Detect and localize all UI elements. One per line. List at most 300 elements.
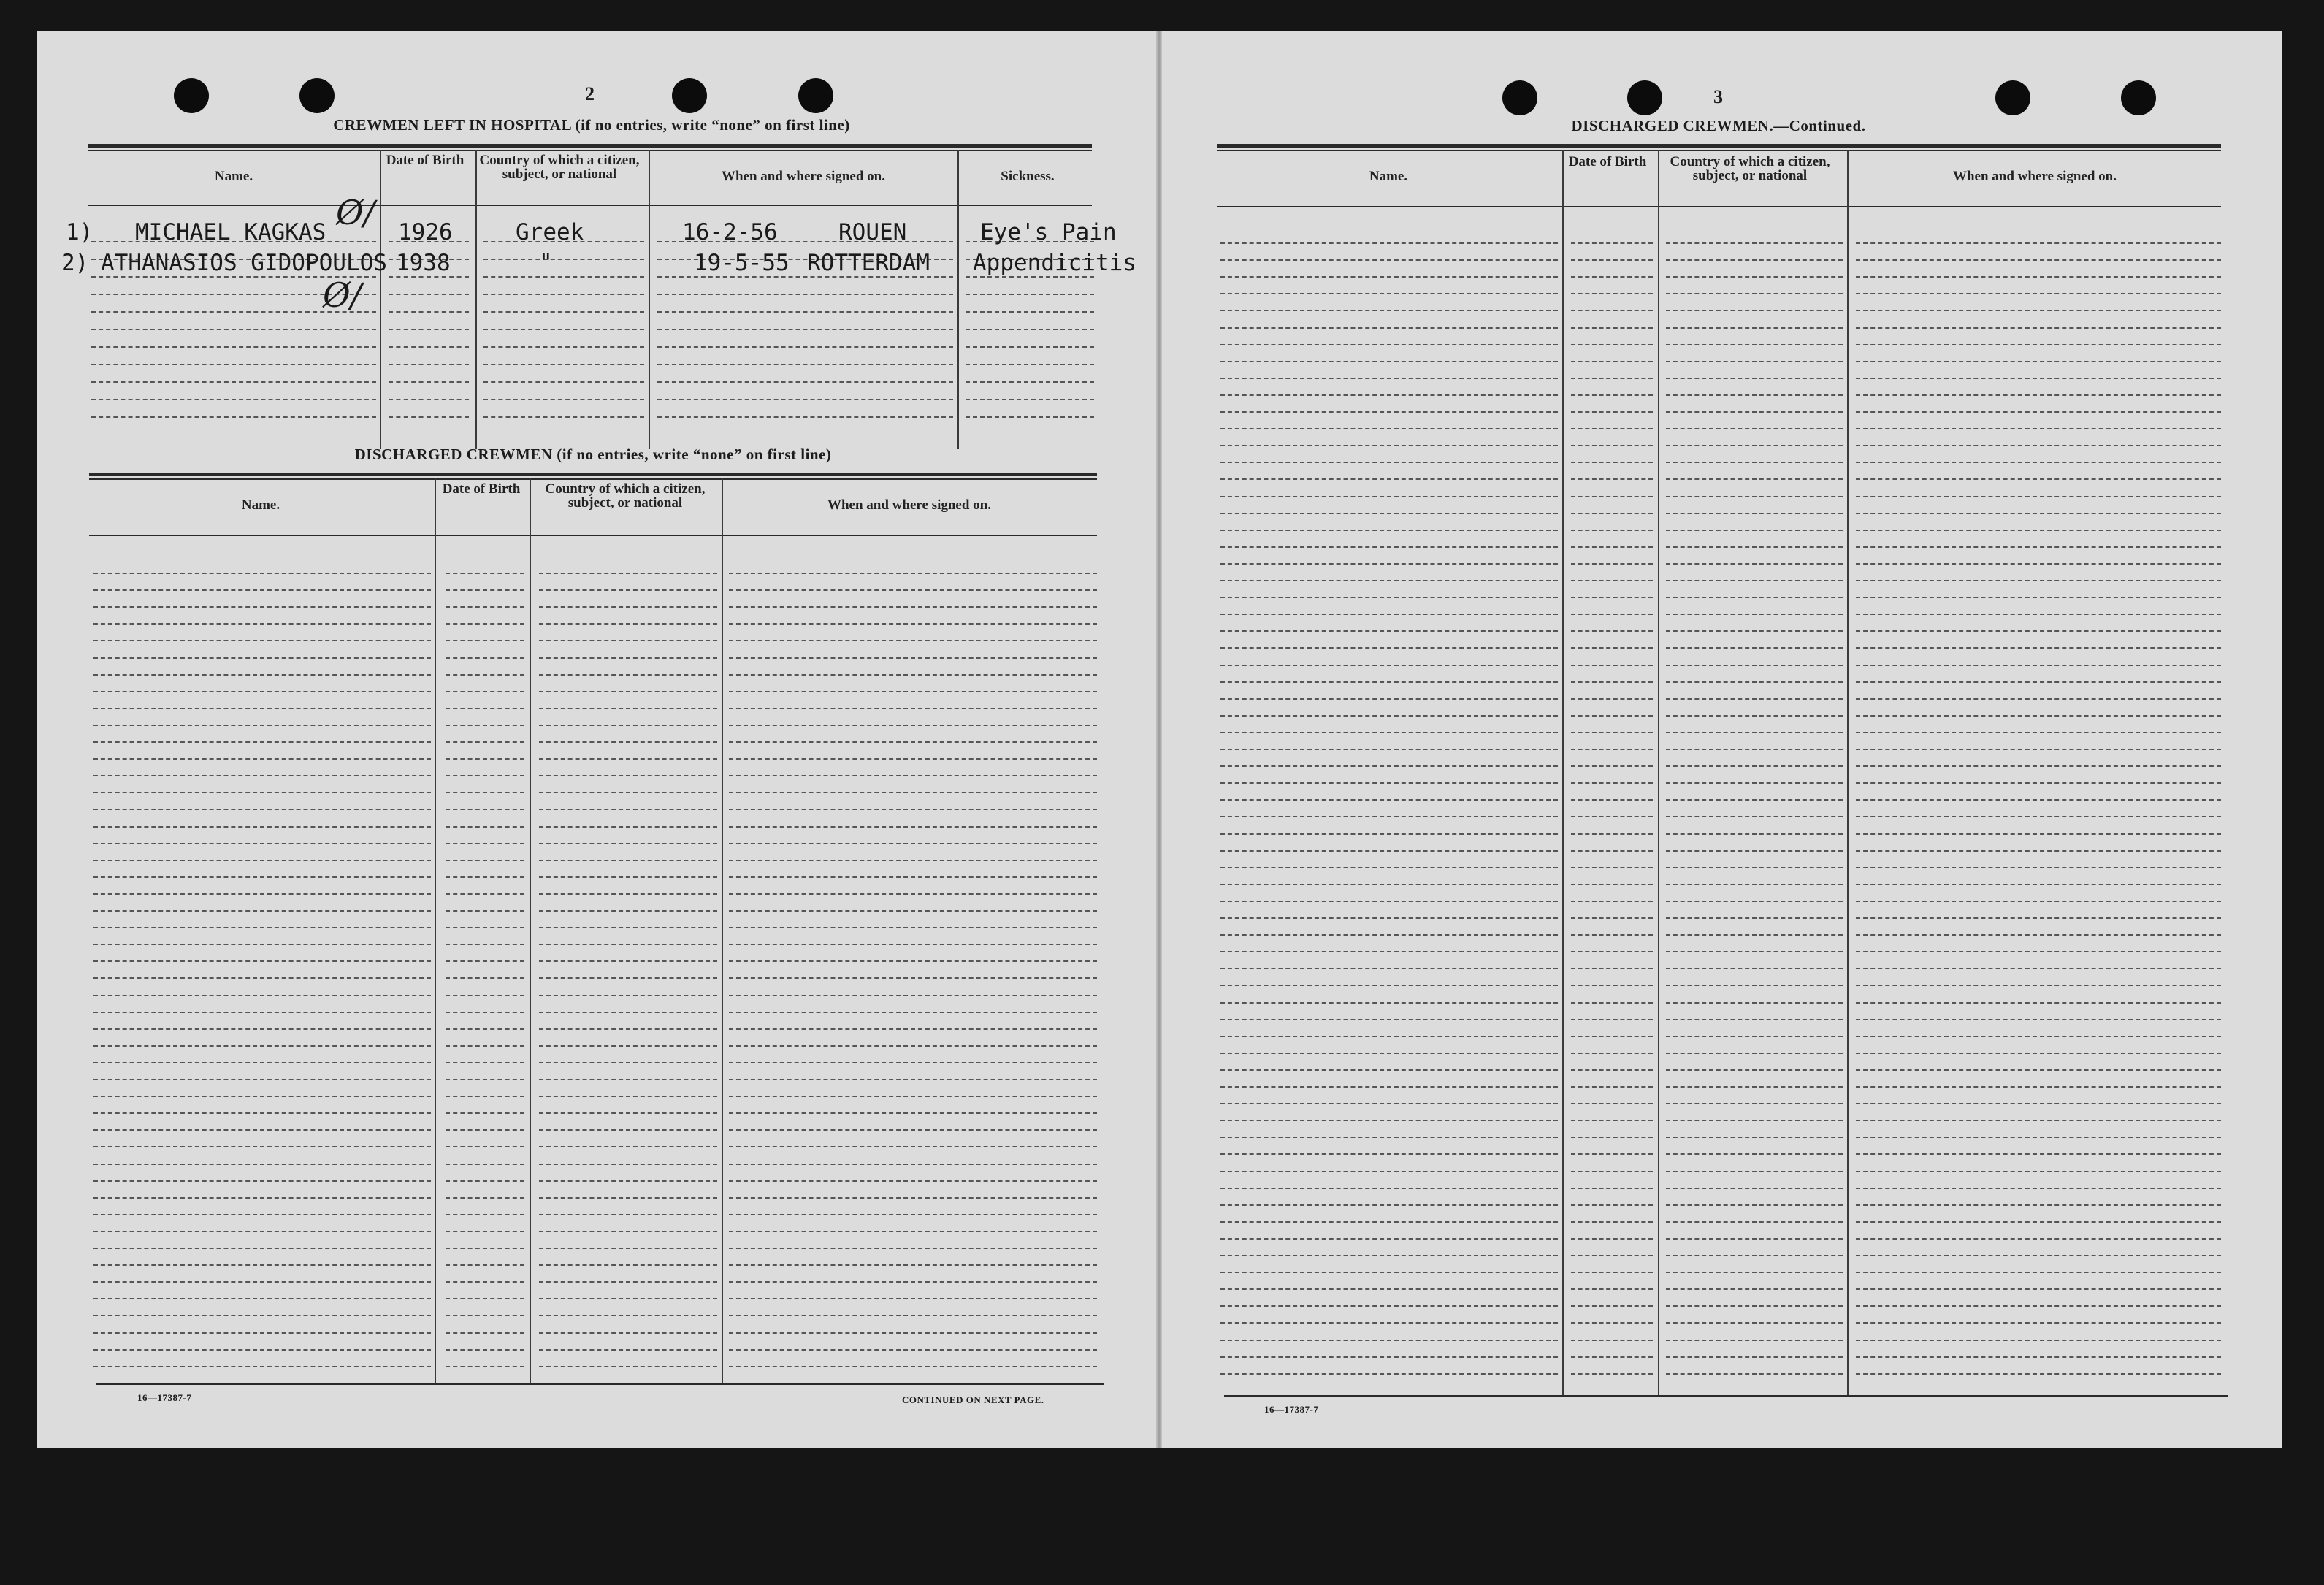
ruled-line xyxy=(1856,1356,2221,1358)
ruled-line xyxy=(1856,1137,2221,1138)
ruled-line xyxy=(1571,394,1653,396)
header-country: Country of which a citizen, subject, or national xyxy=(479,153,640,182)
column-divider xyxy=(380,150,381,449)
ruled-line xyxy=(729,960,1097,962)
ruled-line xyxy=(1571,934,1653,936)
ruled-line xyxy=(446,1264,524,1266)
ruled-line xyxy=(966,416,1094,418)
ruled-line xyxy=(446,708,524,709)
ruled-line xyxy=(729,1129,1097,1131)
header-rule xyxy=(1217,206,2221,207)
ruled-line xyxy=(93,910,431,912)
ruled-line xyxy=(729,1197,1097,1199)
ruled-line xyxy=(483,346,644,348)
ruled-line xyxy=(729,910,1097,912)
ruled-line xyxy=(539,1281,717,1283)
ruled-line xyxy=(446,910,524,912)
ruled-line xyxy=(1220,310,1558,311)
ruled-line xyxy=(729,657,1097,659)
ruled-line xyxy=(1220,1305,1558,1307)
ruled-line xyxy=(1220,478,1558,480)
ruled-line xyxy=(1220,715,1558,717)
ruled-line xyxy=(1856,614,2221,615)
ruled-line xyxy=(539,944,717,945)
ruled-line xyxy=(1856,563,2221,565)
ruled-line xyxy=(1856,765,2221,767)
ruled-line xyxy=(657,294,953,295)
ruled-line xyxy=(1571,1153,1653,1155)
ruled-line xyxy=(1856,850,2221,852)
ruled-line xyxy=(1666,546,1843,548)
ruled-line xyxy=(446,1164,524,1165)
ruled-line xyxy=(966,346,1094,348)
punch-hole xyxy=(174,78,209,113)
handwritten-mark: Ø/ xyxy=(336,193,375,232)
ruled-line xyxy=(1220,1036,1558,1037)
ruled-line xyxy=(93,657,431,659)
ruled-line xyxy=(539,1264,717,1266)
ruled-line xyxy=(1856,1373,2221,1375)
ruled-line xyxy=(446,741,524,743)
ruled-line xyxy=(1220,665,1558,666)
ruled-line xyxy=(389,311,469,313)
sickness: Eye's Pain xyxy=(980,219,1117,245)
ruled-line xyxy=(729,944,1097,945)
ruled-line xyxy=(1220,428,1558,429)
ruled-line xyxy=(1856,715,2221,717)
ruled-line xyxy=(93,1214,431,1215)
ruled-line xyxy=(539,1079,717,1080)
ruled-line xyxy=(483,311,644,313)
ruled-line xyxy=(1856,394,2221,396)
ruled-line xyxy=(1856,310,2221,311)
column-divider xyxy=(957,150,959,449)
ruled-line xyxy=(729,792,1097,793)
ruled-line xyxy=(1220,1272,1558,1273)
ruled-line xyxy=(1220,259,1558,261)
ruled-line xyxy=(539,708,717,709)
ruled-line xyxy=(729,1248,1097,1249)
ruled-line xyxy=(93,995,431,996)
ruled-line xyxy=(1856,749,2221,750)
header-country: Country of which a citizen, subject, or national xyxy=(545,481,706,511)
ruled-line xyxy=(1666,749,1843,750)
ruled-line xyxy=(1666,394,1843,396)
header-rule xyxy=(89,535,1097,536)
ruled-line xyxy=(1856,647,2221,649)
ruled-line xyxy=(1220,1204,1558,1206)
ruled-line xyxy=(1571,1002,1653,1004)
ruled-line xyxy=(483,294,644,295)
ruled-line xyxy=(729,1096,1097,1097)
ruled-line xyxy=(446,623,524,625)
ruled-line xyxy=(729,1180,1097,1182)
ruled-line xyxy=(1571,513,1653,514)
ruled-line xyxy=(1571,1053,1653,1054)
ruled-line xyxy=(1571,681,1653,683)
ruled-line xyxy=(1220,782,1558,784)
ruled-line xyxy=(93,843,431,844)
ruled-line xyxy=(1856,630,2221,632)
header-dob: Date of Birth xyxy=(386,153,465,168)
ruled-line xyxy=(483,416,644,418)
crewman-name: MICHAEL KAGKAS xyxy=(135,219,326,245)
ruled-line xyxy=(483,381,644,383)
table-top-rule xyxy=(1217,150,2221,151)
sickness: Appendicitis xyxy=(973,250,1136,276)
ruled-line xyxy=(446,977,524,979)
ruled-line xyxy=(729,977,1097,979)
ruled-line xyxy=(1571,411,1653,413)
ruled-line xyxy=(93,708,431,709)
ruled-line xyxy=(1666,478,1843,480)
ruled-line xyxy=(1856,1288,2221,1290)
form-number: 16—17387-7 xyxy=(137,1392,192,1403)
ruled-line xyxy=(1220,1171,1558,1172)
ruled-line xyxy=(1220,647,1558,649)
ruled-line xyxy=(1220,378,1558,379)
ruled-line xyxy=(729,1062,1097,1063)
left-page xyxy=(37,31,1156,1448)
ruled-line xyxy=(483,399,644,400)
ruled-line xyxy=(446,674,524,676)
ruled-line xyxy=(1856,951,2221,952)
ruled-line xyxy=(1666,445,1843,446)
crewman-dob: 1938 xyxy=(396,250,451,276)
ruled-line xyxy=(1666,799,1843,801)
ruled-line xyxy=(539,775,717,776)
ruled-line xyxy=(1856,1069,2221,1071)
header-signed: When and where signed on. xyxy=(721,169,885,184)
ruled-line xyxy=(1856,513,2221,514)
ruled-line xyxy=(539,623,717,625)
ruled-line xyxy=(729,1332,1097,1334)
ruled-line xyxy=(446,792,524,793)
ruled-line xyxy=(446,725,524,726)
ruled-line xyxy=(729,606,1097,608)
ruled-line xyxy=(1856,782,2221,784)
ruled-line xyxy=(1571,1137,1653,1138)
ruled-line xyxy=(1856,1120,2221,1121)
ruled-line xyxy=(1666,580,1843,581)
ruled-line xyxy=(1571,361,1653,362)
ruled-line xyxy=(389,346,469,348)
ruled-line xyxy=(1220,1288,1558,1290)
ruled-line xyxy=(1666,630,1843,632)
ruled-line xyxy=(1571,833,1653,835)
ruled-line xyxy=(657,346,953,348)
ruled-line xyxy=(1856,732,2221,733)
ruled-line xyxy=(1856,411,2221,413)
ruled-line xyxy=(729,1349,1097,1351)
ruled-line xyxy=(1856,1036,2221,1037)
ruled-line xyxy=(1666,378,1843,379)
ruled-line xyxy=(729,995,1097,996)
ruled-line xyxy=(729,1028,1097,1030)
ruled-line xyxy=(1571,1373,1653,1375)
ruled-line xyxy=(1571,530,1653,531)
ruled-line xyxy=(446,893,524,895)
column-divider xyxy=(475,150,477,449)
ruled-line xyxy=(1220,884,1558,885)
ruled-line xyxy=(93,691,431,692)
ruled-line xyxy=(1666,884,1843,885)
ruled-line xyxy=(1666,850,1843,852)
ruled-line xyxy=(1220,1019,1558,1020)
form-number: 16—17387-7 xyxy=(1264,1404,1319,1415)
ruled-line xyxy=(91,399,376,400)
ruled-line xyxy=(93,1045,431,1047)
ruled-line xyxy=(446,809,524,810)
ruled-line xyxy=(539,1214,717,1215)
ruled-line xyxy=(93,1079,431,1080)
page-number: 3 xyxy=(1713,86,1724,107)
ruled-line xyxy=(93,1349,431,1351)
ruled-line xyxy=(446,860,524,861)
ruled-line xyxy=(1220,799,1558,801)
header-signed: When and where signed on. xyxy=(827,497,991,513)
ruled-line xyxy=(1666,1036,1843,1037)
ruled-line xyxy=(729,876,1097,878)
ruled-line xyxy=(1856,1019,2221,1020)
ruled-line xyxy=(729,1315,1097,1316)
ruled-line xyxy=(446,1146,524,1147)
table-top-rule xyxy=(89,478,1097,480)
ruled-line xyxy=(1571,1255,1653,1256)
column-divider xyxy=(649,150,650,449)
ruled-line xyxy=(539,1129,717,1131)
ruled-line xyxy=(93,1231,431,1232)
ruled-line xyxy=(1856,1238,2221,1240)
ruled-line xyxy=(91,346,376,348)
ruled-line xyxy=(1571,1340,1653,1341)
ruled-line xyxy=(1571,630,1653,632)
ruled-line xyxy=(93,944,431,945)
ruled-line xyxy=(1856,327,2221,329)
ruled-line xyxy=(729,691,1097,692)
ruled-line xyxy=(1571,1272,1653,1273)
ruled-line xyxy=(446,1129,524,1131)
ruled-line xyxy=(1666,310,1843,311)
ruled-line xyxy=(1856,867,2221,868)
ruled-line xyxy=(1571,327,1653,329)
ruled-line xyxy=(539,1045,717,1047)
ruled-line xyxy=(1666,681,1843,683)
ruled-line xyxy=(1220,934,1558,936)
ruled-line xyxy=(1220,1322,1558,1324)
ruled-line xyxy=(1666,698,1843,700)
ruled-line xyxy=(1666,344,1843,345)
ruled-line xyxy=(446,589,524,591)
hospital-section-title: CREWMEN LEFT IN HOSPITAL (if no entries, write “none” on first line) xyxy=(333,116,850,134)
ruled-line xyxy=(539,1315,717,1316)
ruled-line xyxy=(446,1012,524,1013)
ruled-line xyxy=(1220,597,1558,598)
ruled-line xyxy=(729,1281,1097,1283)
ruled-line xyxy=(966,381,1094,383)
ruled-line xyxy=(1666,1340,1843,1341)
ruled-line xyxy=(1666,1086,1843,1088)
ruled-line xyxy=(1856,462,2221,463)
ruled-line xyxy=(539,977,717,979)
ruled-line xyxy=(657,416,953,418)
ruled-line xyxy=(446,960,524,962)
ruled-line xyxy=(657,399,953,400)
ruled-line xyxy=(483,259,644,260)
ruled-line xyxy=(729,640,1097,641)
ruled-line xyxy=(1220,1356,1558,1358)
ruled-line xyxy=(1856,276,2221,278)
ruled-line xyxy=(1666,1221,1843,1223)
crewman-name: ATHANASIOS GIDOPOULOS xyxy=(101,250,387,276)
ruled-line xyxy=(1856,580,2221,581)
ruled-line xyxy=(1666,1255,1843,1256)
discharged-section-title: DISCHARGED CREWMEN (if no entries, write “none” on first line) xyxy=(354,446,832,463)
ruled-line xyxy=(1856,1053,2221,1054)
ruled-line xyxy=(1220,513,1558,514)
ruled-line xyxy=(1220,293,1558,294)
ruled-line xyxy=(446,1214,524,1215)
ruled-line xyxy=(1666,1272,1843,1273)
ruled-line xyxy=(389,294,469,295)
ruled-line xyxy=(446,606,524,608)
ruled-line xyxy=(1220,816,1558,817)
ruled-line xyxy=(1220,496,1558,497)
ruled-line xyxy=(1666,1019,1843,1020)
ruled-line xyxy=(1666,917,1843,919)
ruled-line xyxy=(1571,1305,1653,1307)
ruled-line xyxy=(1220,1255,1558,1256)
ruled-line xyxy=(93,1146,431,1147)
ruled-line xyxy=(1571,1204,1653,1206)
ruled-line xyxy=(729,708,1097,709)
ruled-line xyxy=(93,1129,431,1131)
ruled-line xyxy=(389,329,469,330)
ruled-line xyxy=(539,741,717,743)
ruled-line xyxy=(539,860,717,861)
ruled-line xyxy=(93,960,431,962)
ruled-line xyxy=(1666,327,1843,329)
header-rule xyxy=(88,205,1092,206)
ruled-line xyxy=(539,910,717,912)
ruled-line xyxy=(1666,1137,1843,1138)
ruled-line xyxy=(1220,732,1558,733)
ruled-line xyxy=(729,809,1097,810)
ruled-line xyxy=(1220,681,1558,683)
header-country: Country of which a citizen, subject, or national xyxy=(1670,154,1830,183)
ruled-line xyxy=(446,1062,524,1063)
ruled-line xyxy=(1856,901,2221,902)
ruled-line xyxy=(446,657,524,659)
ruled-line xyxy=(1571,1019,1653,1020)
ruled-line xyxy=(1220,917,1558,919)
ruled-line xyxy=(539,1366,717,1367)
header-dob: Date of Birth xyxy=(442,481,521,497)
ruled-line xyxy=(1666,1002,1843,1004)
ruled-line xyxy=(539,1231,717,1232)
ruled-line xyxy=(446,944,524,945)
ruled-line xyxy=(446,1281,524,1283)
ruled-line xyxy=(966,329,1094,330)
ruled-line xyxy=(1220,1221,1558,1223)
ruled-line xyxy=(1220,1103,1558,1104)
column-divider xyxy=(530,478,531,1384)
ruled-line xyxy=(1571,749,1653,750)
punch-hole xyxy=(1995,80,2030,115)
ruled-line xyxy=(1571,850,1653,852)
ruled-line xyxy=(1666,496,1843,497)
ruled-line xyxy=(1571,1238,1653,1240)
ruled-line xyxy=(1571,378,1653,379)
ruled-line xyxy=(1856,1171,2221,1172)
ruled-line xyxy=(93,1112,431,1114)
ruled-line xyxy=(539,1248,717,1249)
ruled-line xyxy=(1666,563,1843,565)
signed-date: 19-5-55 xyxy=(694,250,790,276)
ruled-line xyxy=(1856,1305,2221,1307)
punch-hole xyxy=(2121,80,2156,115)
ruled-line xyxy=(446,1298,524,1299)
signed-place: ROTTERDAM xyxy=(807,250,930,276)
ruled-line xyxy=(1856,259,2221,261)
ruled-line xyxy=(1571,985,1653,986)
ruled-line xyxy=(539,1298,717,1299)
page-number: 2 xyxy=(585,83,595,104)
ruled-line xyxy=(657,276,953,278)
ruled-line xyxy=(729,1214,1097,1215)
ruled-line xyxy=(539,1028,717,1030)
ruled-line xyxy=(1666,1204,1843,1206)
ruled-line xyxy=(1666,647,1843,649)
ruled-line xyxy=(1571,951,1653,952)
ruled-line xyxy=(93,674,431,676)
ruled-line xyxy=(1571,344,1653,345)
ruled-line xyxy=(1571,445,1653,446)
ruled-line xyxy=(729,1264,1097,1266)
ruled-line xyxy=(1666,732,1843,733)
ruled-line xyxy=(729,1366,1097,1367)
ruled-line xyxy=(1666,428,1843,429)
ruled-line xyxy=(1856,445,2221,446)
ruled-line xyxy=(446,1045,524,1047)
ruled-line xyxy=(539,1197,717,1199)
ruled-line xyxy=(539,589,717,591)
ruled-line xyxy=(539,1349,717,1351)
ruled-line xyxy=(1856,1002,2221,1004)
ruled-line xyxy=(1571,614,1653,615)
ruled-line xyxy=(1571,597,1653,598)
ruled-line xyxy=(1856,1255,2221,1256)
ruled-line xyxy=(966,311,1094,313)
row-number: 1) xyxy=(66,219,93,245)
table-bottom-rule xyxy=(1224,1395,2228,1397)
column-divider xyxy=(722,478,723,1384)
ruled-line xyxy=(1571,1322,1653,1324)
ruled-line xyxy=(1856,681,2221,683)
ruled-line xyxy=(729,1112,1097,1114)
crewman-country: " xyxy=(539,250,553,276)
ruled-line xyxy=(446,691,524,692)
ruled-line xyxy=(1856,1221,2221,1223)
ruled-line xyxy=(93,573,431,574)
ruled-line xyxy=(729,725,1097,726)
ruled-line xyxy=(1666,1120,1843,1121)
ruled-line xyxy=(1666,665,1843,666)
continued-note: CONTINUED ON NEXT PAGE. xyxy=(902,1394,1044,1405)
ruled-line xyxy=(1666,1288,1843,1290)
ruled-line xyxy=(1666,934,1843,936)
ruled-line xyxy=(93,1180,431,1182)
